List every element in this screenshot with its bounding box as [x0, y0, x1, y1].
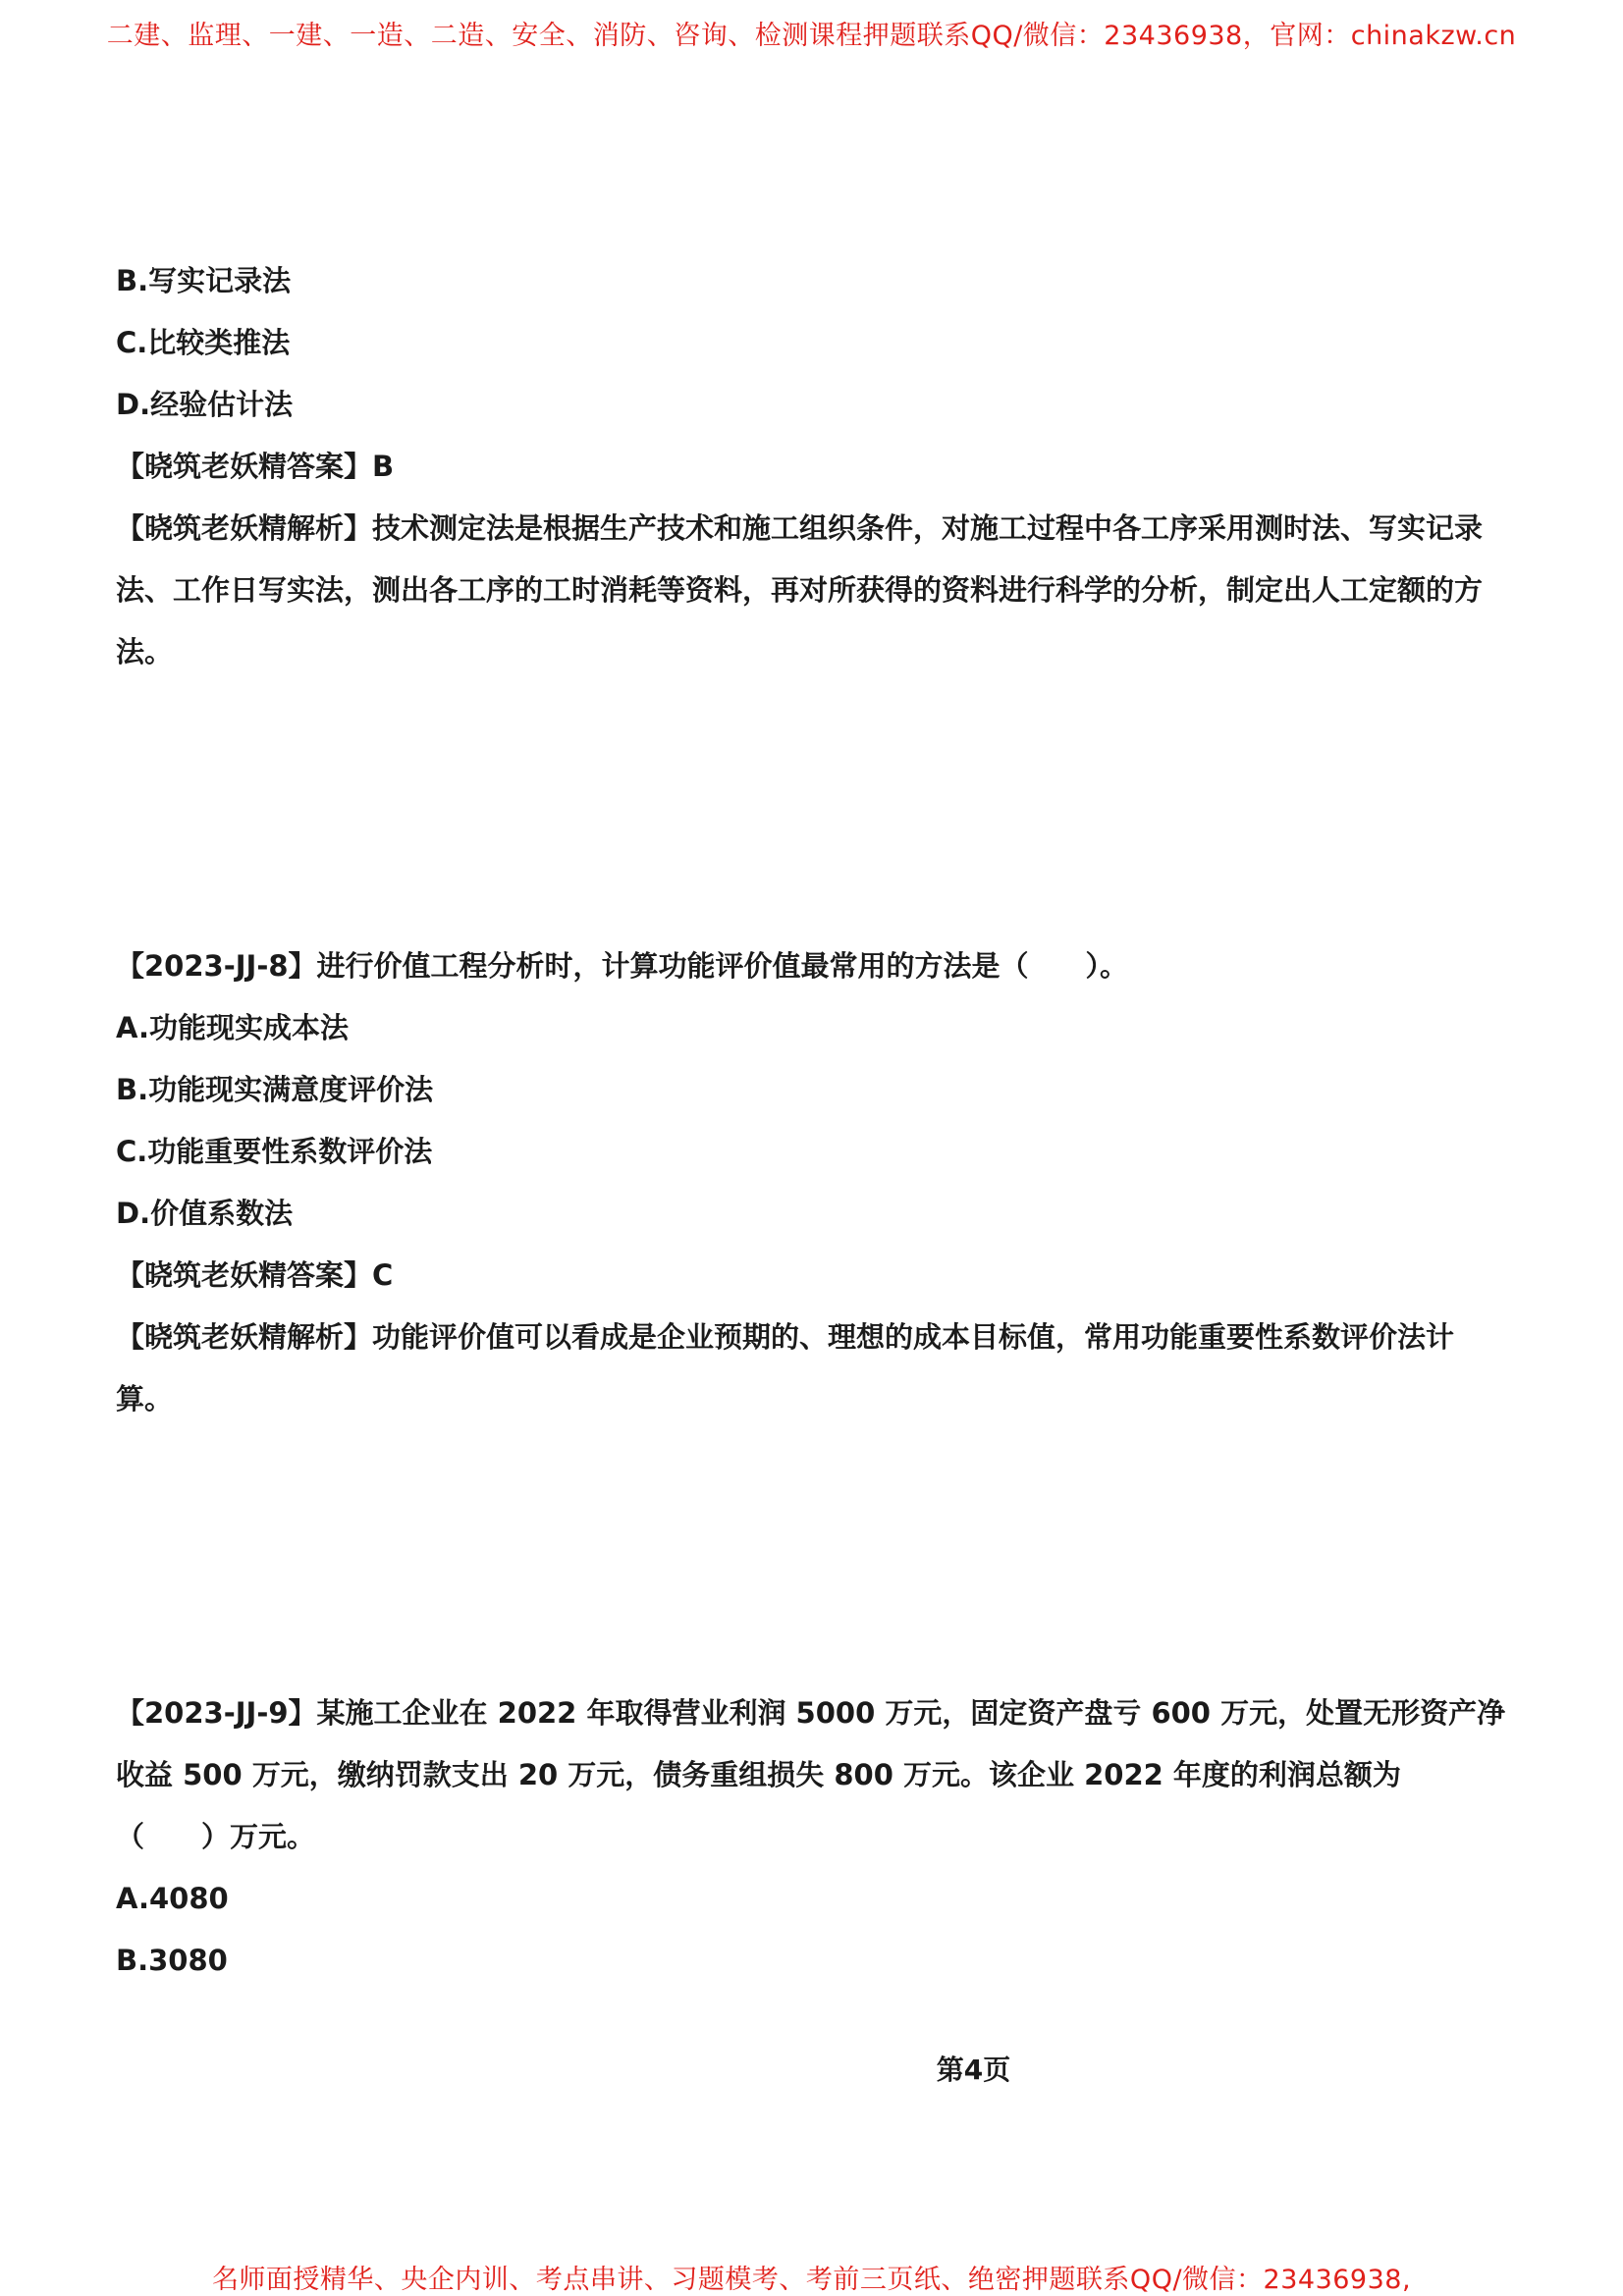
q8-option-c: C.功能重要性系数评价法 [116, 1135, 433, 1168]
q8-option-a: A.功能现实成本法 [116, 1011, 349, 1044]
footer-contact-banner: 名师面授精华、央企内训、考点串讲、习题模考、考前三页纸、绝密押题联系QQ/微信：23436938, [211, 2265, 1412, 2295]
q7-analysis-line-1: 【晓筑老妖精解析】技术测定法是根据生产技术和施工组织条件，对施工过程中各工序采用测时法、写实记录 [116, 511, 1484, 545]
q8-option-b: B.功能现实满意度评价法 [116, 1073, 434, 1106]
q9-option-b: B.3080 [116, 1944, 228, 1977]
header-contact-banner: 二建、监理、一建、一造、二造、安全、消防、咨询、检测课程押题联系QQ/微信：23436938，官网：chinakzw.cn [106, 21, 1517, 51]
page-number: 第4页 [936, 2054, 1011, 2086]
q9-question-stem-line-2: 收益 500 万元，缴纳罚款支出 20 万元，债务重组损失 800 万元。该企业 2022 年度的利润总额为 [116, 1758, 1401, 1791]
q8-question-stem: 【2023-JJ-8】进行价值工程分析时，计算功能评价值最常用的方法是（ ）。 [116, 949, 1129, 983]
q7-option-b: B.写实记录法 [116, 264, 292, 297]
q8-option-d: D.价值系数法 [116, 1197, 294, 1230]
q8-answer: 【晓筑老妖精答案】C [116, 1258, 394, 1292]
q8-analysis-line-1: 【晓筑老妖精解析】功能评价值可以看成是企业预期的、理想的成本目标值，常用功能重要性系数评价法计 [116, 1320, 1455, 1354]
q9-option-a: A.4080 [116, 1882, 229, 1915]
q7-option-d: D.经验估计法 [116, 388, 294, 421]
q8-analysis-line-2: 算。 [116, 1382, 174, 1415]
q9-question-stem-line-3: （ ）万元。 [116, 1820, 316, 1853]
q7-option-c: C.比较类推法 [116, 326, 291, 359]
q7-answer: 【晓筑老妖精答案】B [116, 450, 395, 483]
q7-analysis-line-2: 法、工作日写实法，测出各工序的工时消耗等资料，再对所获得的资料进行科学的分析，制定出人工定额的方 [116, 573, 1484, 607]
q7-analysis-line-3: 法。 [116, 635, 174, 668]
q9-question-stem-line-1: 【2023-JJ-9】某施工企业在 2022 年取得营业利润 5000 万元，固定资产盘亏 600 万元，处置无形资产净 [116, 1696, 1506, 1730]
